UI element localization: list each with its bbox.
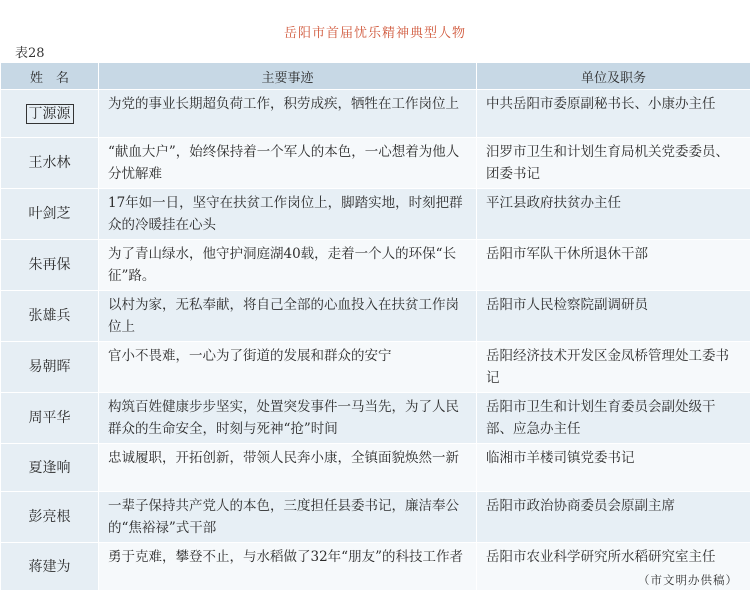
unit-cell: 平江县政府扶贫办主任 — [477, 189, 750, 240]
table-number: 表28 — [15, 46, 45, 61]
unit-cell: 岳阳经济技术开发区金凤桥管理处工委书记 — [477, 342, 750, 393]
table-row — [1, 138, 750, 189]
person-name: 朱再保 — [28, 257, 71, 273]
person-name: 张雄兵 — [28, 308, 71, 324]
deeds-cell: “献血大户”，始终保持着一个军人的本色，一心想着为他人分忧解难 — [99, 138, 477, 189]
table-row — [1, 444, 750, 492]
person-name-cell — [1, 444, 99, 492]
deeds-cell: 以村为家，无私奉献，将自己全部的心血投入在扶贫工作岗位上 — [99, 291, 477, 342]
person-name-cell — [1, 240, 99, 291]
table-row — [1, 90, 750, 138]
deeds-cell: 为党的事业长期超负荷工作，积劳成疾，牺牲在工作岗位上 — [99, 90, 477, 138]
table-row — [1, 189, 750, 240]
deeds-cell: 官小不畏难，一心为了街道的发展和群众的安宁 — [99, 342, 477, 393]
person-name: 彭亮根 — [28, 509, 71, 525]
unit-cell: 中共岳阳市委原副秘书长、小康办主任 — [477, 90, 750, 138]
deeds-cell: 17年如一日，坚守在扶贫工作岗位上，脚踏实地，时刻把群众的冷暖挂在心头 — [99, 189, 477, 240]
person-name: 易朝晖 — [28, 359, 71, 375]
table-row — [1, 342, 750, 393]
header-unit: 单位及职务 — [477, 63, 750, 90]
unit-cell: 岳阳市军队干休所退休干部 — [477, 240, 750, 291]
unit-cell: 岳阳市农业科学研究所水稻研究室主任 — [477, 543, 750, 591]
person-name-cell — [1, 393, 99, 444]
table-row — [1, 492, 750, 543]
unit-cell: 岳阳市卫生和计划生育委员会副处级干部、应急办主任 — [477, 393, 750, 444]
people-table — [0, 62, 750, 591]
person-name: 叶剑芝 — [28, 206, 71, 222]
table-title: 岳阳市首届忧乐精神典型人物 — [283, 26, 466, 41]
person-name-cell — [1, 492, 99, 543]
person-name-cell — [1, 90, 99, 138]
person-name: 王水林 — [28, 155, 71, 171]
unit-cell: 岳阳市人民检察院副调研员 — [477, 291, 750, 342]
person-name-cell — [1, 291, 99, 342]
table-row — [1, 291, 750, 342]
person-name-cell — [1, 543, 99, 591]
person-name-cell — [1, 138, 99, 189]
table-row — [1, 393, 750, 444]
person-name: 周平华 — [28, 410, 71, 426]
table-row — [1, 240, 750, 291]
source-note: （市文明办供稿） — [638, 573, 738, 587]
deeds-cell: 构筑百姓健康步步坚实，处置突发事件一马当先，为了人民群众的生命安全，时刻与死神“抢”时间 — [99, 393, 477, 444]
unit-cell: 汨罗市卫生和计划生育局机关党委委员、团委书记 — [477, 138, 750, 189]
table-header-row — [1, 63, 750, 90]
person-name: 夏逢响 — [28, 459, 71, 476]
deeds-cell: 为了青山绿水，他守护洞庭湖40载，走着一个人的环保“长征”路。 — [99, 240, 477, 291]
person-name-cell — [1, 189, 99, 240]
header-deeds: 主要事迹 — [99, 63, 477, 90]
unit-cell: 岳阳市政治协商委员会原副主席 — [477, 492, 750, 543]
person-name: 丁源源 — [26, 104, 74, 124]
unit-cell: 临湘市羊楼司镇党委书记 — [477, 444, 750, 492]
person-name-cell — [1, 342, 99, 393]
person-name: 蒋建为 — [28, 558, 71, 575]
header-name: 姓 名 — [1, 63, 99, 90]
deeds-cell: 勇于克难，攀登不止，与水稻做了32年“朋友”的科技工作者 — [99, 543, 477, 591]
deeds-cell: 忠诚履职，开拓创新，带领人民奔小康，全镇面貌焕然一新 — [99, 444, 477, 492]
deeds-cell: 一辈子保持共产党人的本色，三度担任县委书记，廉洁奉公的“焦裕禄”式干部 — [99, 492, 477, 543]
